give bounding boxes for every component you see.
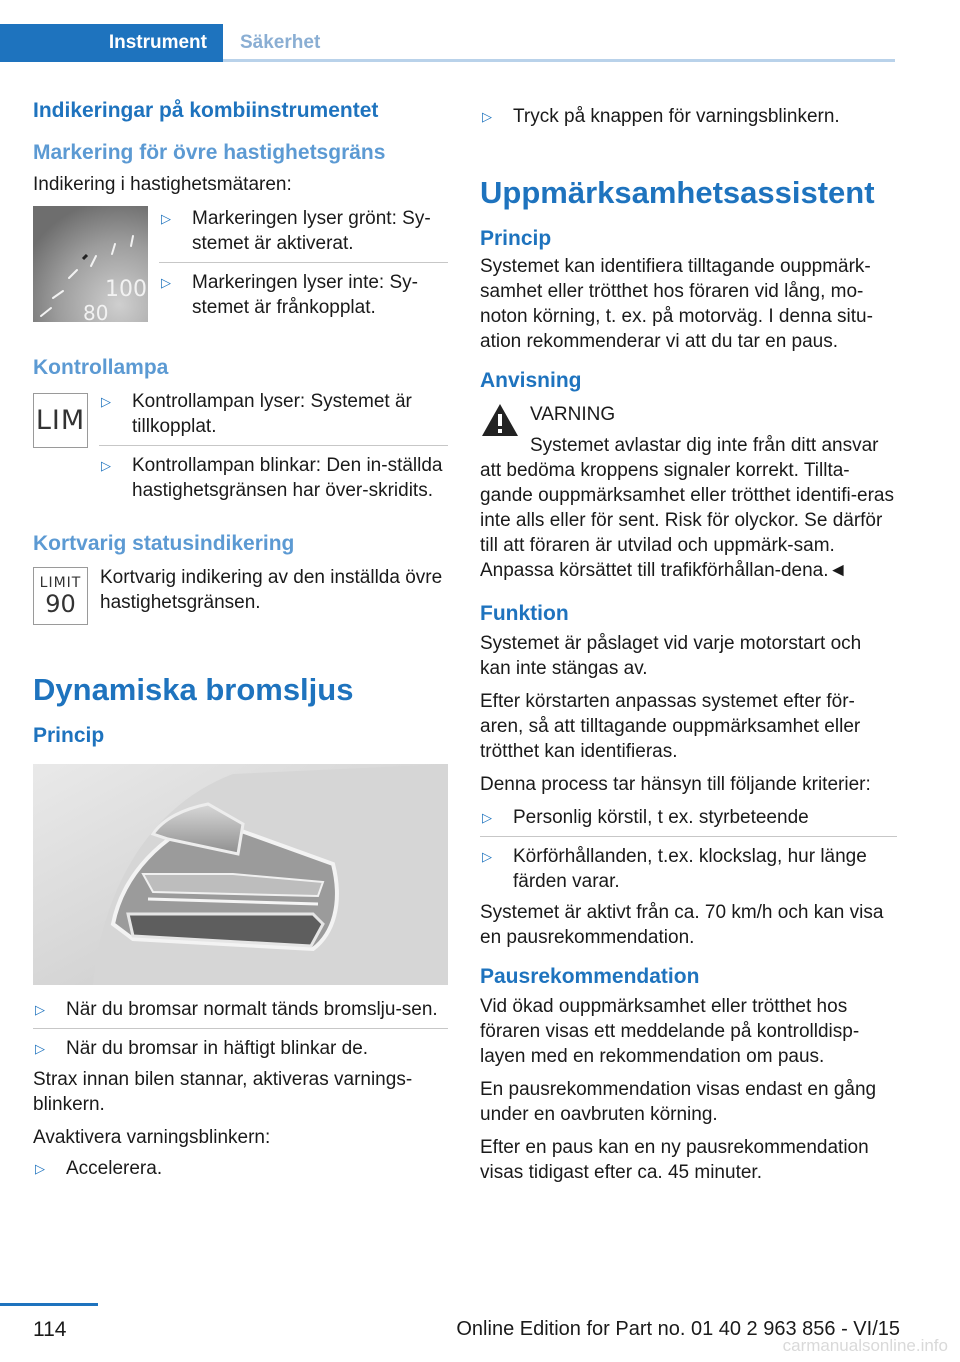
pause-heading: Pausrekommendation [480, 965, 700, 988]
list-item: ▷ Markeringen lyser inte: Sy-stemet är frånkopplat. [161, 272, 418, 318]
left-column [33, 98, 448, 1181]
criteria-list [480, 805, 897, 894]
deactivate-text: Avaktivera varningsblinkern: [33, 1127, 271, 1148]
triangle-bullet-icon: ▷ [161, 275, 171, 290]
marker-bullets [159, 206, 448, 327]
marker-heading: Markering för övre hastighetsgräns [33, 141, 386, 164]
warning-triangle-icon [480, 402, 530, 458]
edition-text: Online Edition for Part no. 01 40 2 963 856 - VI/15 [456, 1318, 900, 1340]
triangle-bullet-icon: ▷ [482, 849, 492, 864]
brake-text: Strax innan bilen stannar, aktiveras varnings-blinkern. [33, 1069, 413, 1115]
lamp-bullets [99, 389, 448, 503]
header-tabs [0, 24, 895, 62]
triangle-bullet-icon: ▷ [35, 1002, 45, 1017]
principle-heading: Princip [480, 227, 552, 250]
list-item: ▷ När du bromsar in häftigt blinkar de. [35, 1038, 369, 1059]
section-title: Indikeringar på kombiinstrumentet [33, 99, 379, 122]
list-item: ▷ Personlig körstil, t ex. styrbeteende [482, 807, 809, 828]
list-item: ▷ När du bromsar normalt tänds bromslju-sen. [35, 999, 438, 1020]
function-p4: Systemet är aktivt från ca. 70 km/h och kan visa en pausrekommendation. [480, 902, 884, 948]
speed-label-100: 100 [105, 277, 147, 302]
status-block [33, 565, 448, 625]
principle-text: Systemet kan identifiera tilltagande ouppmärk-samhet eller trötthet hos föraren vid lång, mo-noton körning, t. ex. på motorväg. I denna situ-ation rekommenderar vi att du tar en paus. [480, 256, 873, 352]
watermark: carmanualsonline.info [782, 1336, 948, 1355]
brake-light-image [33, 764, 448, 985]
tab-underline [223, 59, 895, 62]
status-heading: Kortvarig statusindikering [33, 532, 295, 555]
triangle-bullet-icon: ▷ [101, 394, 111, 409]
divider [99, 445, 448, 446]
warning-block [480, 402, 897, 458]
lamp-block [33, 389, 448, 503]
function-p2: Efter körstarten anpassas systemet efter för-aren, så att tilltagande ouppmärksamhet eller trötthet kan identifieras. [480, 691, 861, 762]
footer-accent-line [0, 1303, 98, 1306]
brake-bullets [33, 997, 448, 1061]
triangle-bullet-icon: ▷ [35, 1161, 45, 1176]
warning-label: VARNING [530, 404, 616, 425]
limit-90-icon: LIMIT 90 [33, 567, 88, 625]
marker-intro: Indikering i hastighetsmätaren: [33, 174, 292, 195]
list-item: ▷ Kontrollampan blinkar: Den in-ställda hastighetsgränsen har över-skridits. [101, 455, 443, 501]
function-p1: Systemet är påslaget vid varje motorstart och kan inte stängas av. [480, 633, 862, 679]
tab-sakerhet[interactable]: Säkerhet [240, 32, 321, 53]
note-heading: Anvisning [480, 369, 582, 392]
list-item: ▷ Körförhållanden, t.ex. klockslag, hur länge färden varar. [482, 846, 867, 892]
pause-p1: Vid ökad ouppmärksamhet eller trötthet hos föraren visas ett meddelande på kontrolldisp-layen med en rekommendation om paus. [480, 996, 860, 1067]
lim-icon: LIM [33, 393, 88, 448]
speed-label-80: 80 [83, 301, 109, 322]
page-number: 114 [33, 1318, 67, 1341]
speedometer-image [33, 206, 148, 327]
tab-instrument[interactable]: Instrument [0, 24, 223, 62]
list-item: ▷ Kontrollampan lyser: Systemet är tillkopplat. [101, 391, 412, 437]
function-heading: Funktion [480, 602, 569, 625]
pause-p2: En pausrekommendation visas endast en gång under en oavbruten körning. [480, 1079, 877, 1125]
lamp-heading: Kontrollampa [33, 356, 169, 379]
marker-block [33, 206, 448, 327]
divider [33, 1028, 448, 1029]
right-column [480, 104, 897, 1185]
status-text: Kortvarig indikering av den inställda övre hastighetsgränsen. [100, 567, 443, 613]
list-item: ▷ Markeringen lyser grönt: Sy-stemet är aktiverat. [161, 208, 431, 254]
warning-first-line: Systemet avlastar dig inte från ditt ansvar [530, 435, 879, 456]
triangle-bullet-icon: ▷ [101, 458, 111, 473]
triangle-bullet-icon: ▷ [482, 810, 492, 825]
brake-principle-heading: Princip [33, 724, 105, 747]
list-item: ▷ Tryck på knappen för varningsblinkern. [482, 106, 840, 127]
list-item: ▷ Accelerera. [35, 1158, 163, 1179]
triangle-bullet-icon: ▷ [482, 109, 492, 124]
triangle-bullet-icon: ▷ [161, 211, 171, 226]
brake-title: Dynamiska bromsljus [33, 672, 354, 707]
triangle-bullet-icon: ▷ [35, 1041, 45, 1056]
divider [480, 836, 897, 837]
function-p3: Denna process tar hänsyn till följande kriterier: [480, 774, 871, 795]
deactivate-bullets [33, 1156, 448, 1181]
attention-title: Uppmärksamhetsassistent [480, 175, 875, 210]
divider [159, 262, 448, 263]
pause-p3: Efter en paus kan en ny pausrekommendation visas tidigast efter ca. 45 minuter. [480, 1137, 869, 1183]
warning-text: att bedöma kroppens signaler korrekt. Tillta-gande ouppmärksamhet eller trötthet identifi-eras inte alls eller för sent. Risk för olyckor. Se därför till att föraren är utvilad och uppmärk-sam. Anpassa körsättet till trafikförhållan-dena.◄ [480, 460, 895, 581]
